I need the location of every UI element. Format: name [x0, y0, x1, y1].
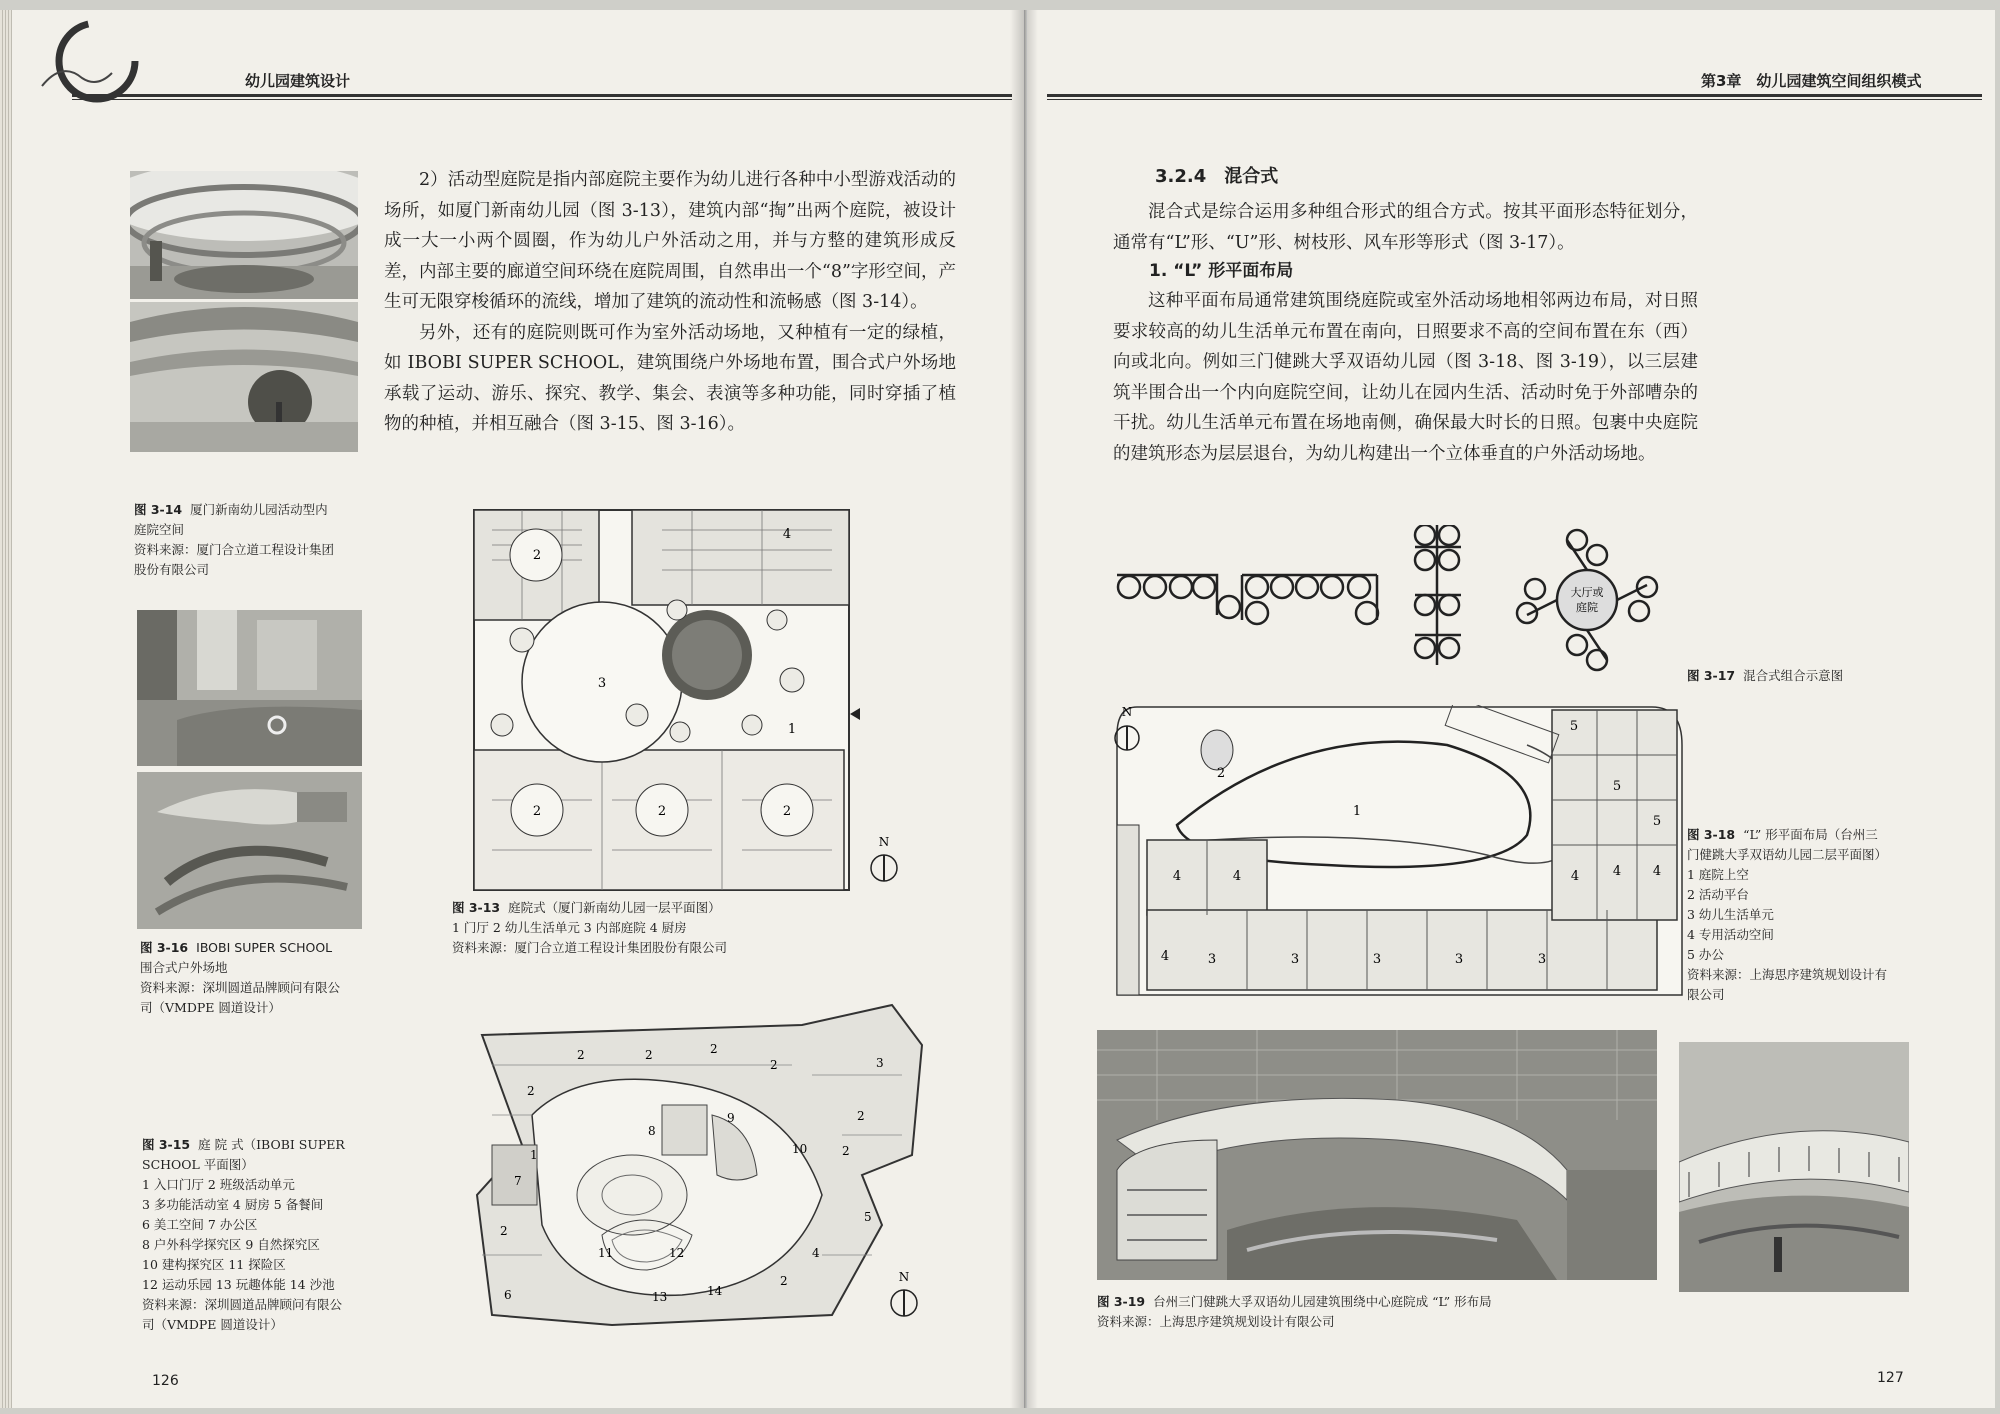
- caption-number: 图 3-14: [134, 502, 183, 517]
- plan-label: 4: [1160, 949, 1170, 964]
- book-gutter: [1010, 10, 1038, 1408]
- north-arrow-fig-3-15: [884, 1265, 924, 1325]
- plan-label: 2: [842, 1144, 850, 1158]
- caption-line: 10 建构探究区 11 探险区: [142, 1257, 286, 1272]
- caption-line: 资料来源：厦门合立道工程设计集团: [134, 542, 335, 557]
- caption-line: 厦门新南幼儿园活动型内: [190, 502, 328, 517]
- caption-number: 图 3-13: [452, 900, 501, 915]
- right-intro: [1113, 197, 1698, 258]
- north-arrow-fig-3-13: [864, 830, 904, 890]
- plan-label: 2: [857, 1109, 865, 1123]
- caption-number: 图 3-18: [1687, 827, 1736, 842]
- plan-label: 2: [1216, 766, 1226, 781]
- page-number: 127: [1877, 1370, 1904, 1386]
- caption-line: 3 幼儿生活单元: [1687, 907, 1774, 922]
- plan-label: 4: [812, 1246, 820, 1260]
- plan-label: 7: [514, 1174, 522, 1188]
- caption-line: 资料来源：上海思序建筑规划设计有: [1687, 967, 1888, 982]
- plan-label: 5: [864, 1210, 872, 1224]
- plan-label: 4: [1612, 864, 1622, 879]
- diagram-center-label: 庭院: [1576, 601, 1598, 614]
- caption-fig-3-14: [134, 500, 374, 580]
- plan-label: 5: [1612, 779, 1622, 794]
- plan-label: 2: [657, 804, 667, 819]
- photo-atrium-bottom: [130, 302, 358, 452]
- caption-fig-3-15: [142, 1135, 402, 1335]
- header-rule-thin: [72, 99, 1012, 100]
- caption-fig-3-13: [452, 898, 872, 958]
- header-ornament: [32, 16, 142, 106]
- caption-line: 庭 院 式（IBOBI SUPER: [198, 1137, 345, 1152]
- running-header: 第3章 幼儿园建筑空间组织模式: [1701, 72, 1922, 90]
- caption-line: 5 办公: [1687, 947, 1724, 962]
- plan-label: 4: [1172, 869, 1182, 884]
- north-label: N: [898, 1270, 910, 1284]
- caption-number: 图 3-16: [140, 940, 189, 955]
- section-title: 3.2.4 混合式: [1155, 166, 1279, 187]
- plan-label: 3: [1207, 952, 1217, 967]
- caption-line: 台州三门健跳大孚双语幼儿园建筑围绕中心庭院成 “L” 形布局: [1153, 1294, 1492, 1309]
- right-page: [1026, 10, 1995, 1408]
- left-body-text: [384, 165, 956, 440]
- plan-label: 3: [1537, 952, 1547, 967]
- plan-label: 3: [1372, 952, 1382, 967]
- caption-line: “L” 形平面布局（台州三: [1743, 827, 1878, 842]
- plan-label: 2: [532, 548, 542, 563]
- diagram-center-label: 大厅或: [1570, 586, 1604, 599]
- plan-label: 2: [532, 804, 542, 819]
- left-page: [12, 10, 1025, 1408]
- photo-atrium-top: [130, 171, 358, 299]
- north-arrow-fig-3-18: [1107, 698, 1147, 758]
- plan-label: 1: [1352, 804, 1362, 819]
- caption-fig-3-19: [1097, 1292, 1717, 1332]
- paragraph: 2）活动型庭院是指内部庭院主要作为幼儿进行各种中小型游戏活动的场所，如厦门新南幼儿园（图 3-13），建筑内部“掏”出两个庭院，被设计成一大一小两个圆圈，作为幼儿户外活动之用，并与方整的建筑形成反差，内部主要的廊道空间环绕在庭院周围，自然串出一个“8”字形空间，产生可无限穿梭循环的流线，增加了建筑的流动性和流畅感（图 3-14）。: [384, 170, 956, 312]
- caption-line: 资料来源：深圳圆道品牌顾问有限公: [140, 980, 341, 995]
- plan-fig-3-15: [462, 995, 932, 1335]
- photo-courtyard-top: [137, 610, 362, 766]
- plan-label: 1: [530, 1148, 538, 1162]
- plan-label: 12: [669, 1246, 685, 1260]
- caption-line: 3 多功能活动室 4 厨房 5 备餐间: [142, 1197, 324, 1212]
- plan-label: 3: [876, 1056, 884, 1070]
- north-label: N: [878, 835, 890, 849]
- plan-label: 3: [597, 676, 607, 691]
- plan-label: 2: [500, 1224, 508, 1238]
- plan-label: 2: [770, 1058, 778, 1072]
- paragraph: 另外，还有的庭院则既可作为室外活动场地，又种植有一定的绿植，如 IBOBI SUPER SCHOOL，建筑围绕户外场地布置，围合式户外场地承载了运动、游乐、探究、教学、集会、表演等多种功能，同时穿插了植物的种植，并相互融合（图 3-15、图 3-16）。: [384, 322, 956, 434]
- plan-label: 11: [598, 1246, 614, 1260]
- subsection-title: 1. “L” 形平面布局: [1149, 261, 1294, 281]
- caption-line: 混合式组合示意图: [1743, 668, 1844, 683]
- page-number: 126: [152, 1373, 179, 1389]
- plan-label: 2: [782, 804, 792, 819]
- photo-terrace-kindergarten: [1679, 1042, 1909, 1292]
- plan-label: 4: [1232, 869, 1242, 884]
- caption-line: 12 运动乐园 13 玩趣体能 14 沙池: [142, 1277, 335, 1292]
- diagram-fig-3-17: [1107, 525, 1707, 685]
- plan-label: 5: [1652, 814, 1662, 829]
- caption-line: 8 户外科学探究区 9 自然探究区: [142, 1237, 320, 1252]
- plan-label: 4: [1652, 864, 1662, 879]
- caption-line: 庭院式（厦门新南幼儿园一层平面图）: [508, 900, 721, 915]
- plan-label: 3: [1290, 952, 1300, 967]
- plan-label: 8: [648, 1124, 656, 1138]
- plan-label: 2: [710, 1042, 718, 1056]
- caption-line: 围合式户外场地: [140, 960, 228, 975]
- caption-number: 图 3-15: [142, 1137, 191, 1152]
- caption-fig-3-17: [1687, 666, 1987, 686]
- caption-line: 庭院空间: [134, 522, 185, 537]
- plan-label: 14: [707, 1284, 723, 1298]
- north-label: N: [1121, 705, 1133, 719]
- paragraph: 混合式是综合运用多种组合形式的组合方式。按其平面形态特征划分，通常有“L”形、“U”形、树枝形、风车形等形式（图 3-17）。: [1113, 202, 1698, 253]
- plan-label: 2: [645, 1048, 653, 1062]
- plan-label: 2: [780, 1274, 788, 1288]
- running-header: 幼儿园建筑设计: [245, 72, 351, 90]
- plan-label: 1: [787, 722, 797, 737]
- plan-label: 10: [792, 1142, 808, 1156]
- caption-number: 图 3-19: [1097, 1294, 1146, 1309]
- caption-line: 股份有限公司: [134, 562, 210, 577]
- caption-fig-3-16: [140, 938, 390, 1018]
- plan-label: 2: [577, 1048, 585, 1062]
- caption-line: 1 门厅 2 幼儿生活单元 3 内部庭院 4 厨房: [452, 920, 687, 935]
- caption-line: 6 美工空间 7 办公区: [142, 1217, 258, 1232]
- caption-line: IBOBI SUPER SCHOOL: [196, 940, 333, 955]
- caption-line: 资料来源：上海思序建筑规划设计有限公司: [1097, 1314, 1335, 1329]
- caption-line: 2 活动平台: [1687, 887, 1749, 902]
- photo-aerial-kindergarten: [1097, 1030, 1657, 1280]
- plan-label: 9: [727, 1111, 735, 1125]
- plan-fig-3-13: [462, 500, 862, 900]
- caption-line: 司（VMDPE 圆道设计）: [142, 1317, 283, 1332]
- caption-line: 门健跳大孚双语幼儿园二层平面图）: [1687, 847, 1888, 862]
- header-rule-thin: [1047, 99, 1982, 100]
- header-rule: [1047, 94, 1982, 97]
- plan-label: 13: [652, 1290, 668, 1304]
- caption-number: 图 3-17: [1687, 668, 1736, 683]
- caption-line: 资料来源：厦门合立道工程设计集团股份有限公司: [452, 940, 728, 955]
- plan-fig-3-18: [1107, 705, 1687, 1000]
- caption-line: 司（VMDPE 圆道设计）: [140, 1000, 281, 1015]
- caption-line: SCHOOL 平面图）: [142, 1157, 254, 1172]
- paragraph: 这种平面布局通常建筑围绕庭院或室外活动场地相邻两边布局，对日照要求较高的幼儿生活单元布置在南向，日照要求不高的空间布置在东（西）向或北向。例如三门健跳大孚双语幼儿园（图 3-18、图 3-19），以三层建筑半围合出一个内向庭院空间，让幼儿在园内生活、活动时免于外部嘈杂的干扰。幼儿生活单元布置在场地南侧，确保最大时长的日照。包裹中央庭院的建筑形态为层层退台，为幼儿构建出一个立体垂直的户外活动场地。: [1113, 291, 1698, 464]
- plan-label: 6: [504, 1288, 512, 1302]
- caption-line: 4 专用活动空间: [1687, 927, 1774, 942]
- plan-label: 3: [1454, 952, 1464, 967]
- photo-courtyard-bottom: [137, 772, 362, 929]
- caption-line: 限公司: [1687, 987, 1725, 1002]
- caption-line: 1 入口门厅 2 班级活动单元: [142, 1177, 295, 1192]
- plan-label: 4: [1570, 869, 1580, 884]
- caption-line: 资料来源：深圳圆道品牌顾问有限公: [142, 1297, 343, 1312]
- plan-label: 4: [782, 527, 792, 542]
- plan-label: 5: [1569, 719, 1579, 734]
- right-body-text: [1113, 286, 1698, 469]
- caption-fig-3-18: [1687, 825, 1977, 1005]
- header-rule: [72, 94, 1012, 97]
- caption-line: 1 庭院上空: [1687, 867, 1749, 882]
- plan-label: 2: [527, 1084, 535, 1098]
